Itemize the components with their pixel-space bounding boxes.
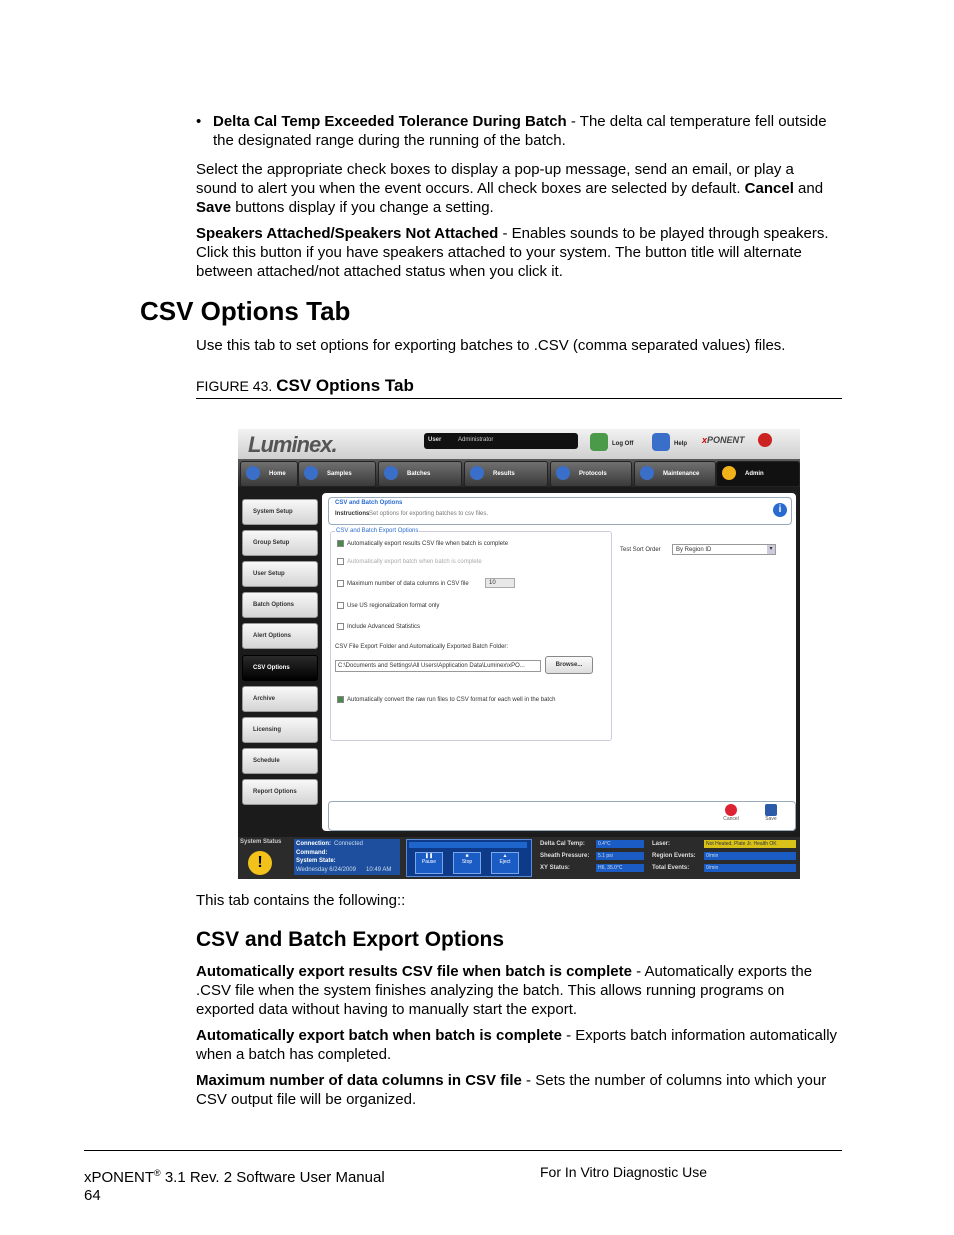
export-folder-input[interactable]: C:\Documents and Settings\All Users\Application Data\Luminex\xPO... bbox=[335, 660, 541, 672]
checkbox-icon bbox=[337, 540, 344, 547]
samples-icon bbox=[304, 466, 318, 480]
nav-report-options[interactable] bbox=[242, 779, 318, 805]
main-tabs bbox=[238, 459, 800, 487]
max-columns-term: Maximum number of data columns in CSV file bbox=[196, 1072, 522, 1089]
nav-group-setup[interactable] bbox=[242, 530, 318, 556]
tab-maintenance-label: Maintenance bbox=[663, 471, 700, 477]
pause-label: Pause bbox=[421, 859, 437, 865]
instructions-label: Instructions bbox=[335, 511, 370, 517]
sort-order-value: By Region ID bbox=[676, 547, 712, 553]
status-time: 10:49 AM bbox=[366, 867, 392, 873]
nav-label: System Setup bbox=[253, 509, 293, 515]
tab-admin-label: Admin bbox=[745, 471, 764, 477]
browse-button[interactable]: Browse... bbox=[545, 656, 593, 674]
folder-label: CSV File Export Folder and Automatically Exported Batch Folder: bbox=[335, 644, 509, 650]
connection-panel bbox=[294, 839, 400, 875]
save-label: Save bbox=[765, 816, 777, 822]
status-date: Wednesday 6/24/2009 bbox=[296, 867, 356, 873]
alert-paragraph bbox=[196, 160, 836, 217]
save-icon bbox=[765, 804, 777, 816]
system-status-label: System Status bbox=[240, 839, 282, 845]
delta-cal-value: 0.4°C bbox=[596, 840, 644, 848]
export-options-group bbox=[330, 528, 612, 741]
run-controls bbox=[406, 839, 532, 877]
stop-icon: ■ bbox=[465, 853, 469, 859]
logoff-icon[interactable] bbox=[590, 433, 608, 451]
auto-export-batch-checkbox[interactable] bbox=[337, 558, 482, 565]
advanced-stats-checkbox[interactable] bbox=[337, 623, 420, 630]
nav-alert-options[interactable] bbox=[242, 623, 318, 649]
footer-manual-title: 3.1 Rev. 2 Software User Manual bbox=[160, 1169, 385, 1186]
chevron-down-icon: ▾ bbox=[767, 545, 775, 554]
nav-batch-options[interactable] bbox=[242, 592, 318, 618]
csv-options-panel bbox=[320, 491, 798, 833]
connection-key: Connection: bbox=[296, 841, 331, 847]
panel-footer bbox=[328, 801, 796, 831]
eject-icon: ▲ bbox=[502, 853, 508, 859]
admin-sidenav bbox=[242, 491, 318, 811]
maintenance-icon bbox=[640, 466, 654, 480]
page-number: 64 bbox=[84, 1187, 101, 1204]
auto-export-batch-term: Automatically export batch when batch is complete bbox=[196, 1027, 562, 1044]
nav-label: Licensing bbox=[253, 727, 282, 733]
pause-button[interactable] bbox=[415, 852, 443, 874]
max-columns-input[interactable]: 10 bbox=[485, 578, 515, 588]
protocols-icon bbox=[556, 466, 570, 480]
group-title: CSV and Batch Export Options bbox=[336, 528, 419, 534]
sort-order-label: Test Sort Order bbox=[620, 547, 661, 553]
auto-export-results-paragraph bbox=[196, 962, 840, 1019]
nav-label: Batch Options bbox=[253, 602, 295, 608]
nav-label: Report Options bbox=[253, 789, 297, 795]
xy-value: H6, 35.0°C bbox=[596, 864, 644, 872]
results-icon bbox=[470, 466, 484, 480]
speakers-term: Speakers Attached/Speakers Not Attached bbox=[196, 225, 499, 242]
bullet-marker: • bbox=[196, 113, 202, 130]
xponent-logo-x: x bbox=[702, 435, 708, 445]
max-columns-paragraph bbox=[196, 1071, 840, 1109]
auto-export-results-desc: - Automatically exports the .CSV file when the system finishes analyzing the batch. This allows running programs on exported data without having to manually start the export. bbox=[196, 963, 813, 1018]
tab-batches[interactable] bbox=[378, 461, 462, 487]
panel-header bbox=[328, 497, 792, 525]
subsection-title: CSV and Batch Export Options bbox=[196, 928, 505, 951]
auto-export-batch-paragraph bbox=[196, 1026, 840, 1064]
nav-label: User Setup bbox=[253, 571, 285, 577]
figure-caption bbox=[196, 376, 842, 399]
help-icon[interactable] bbox=[652, 433, 670, 451]
section-desc: Use this tab to set options for exporting batches to .CSV (comma separated values) files. bbox=[196, 337, 786, 354]
after-figure-text: This tab contains the following:: bbox=[196, 892, 406, 909]
checkbox-label: Use US regionalization format only bbox=[347, 603, 440, 610]
figure-number: FIGURE 43. bbox=[196, 378, 273, 394]
nav-label: Schedule bbox=[253, 758, 280, 764]
auto-export-batch-desc: - Exports batch information automatically when a batch has completed. bbox=[196, 1027, 838, 1063]
checkbox-icon bbox=[337, 696, 344, 703]
nav-archive[interactable] bbox=[242, 686, 318, 712]
footer-divider bbox=[84, 1150, 842, 1151]
stop-label: Stop bbox=[461, 859, 473, 865]
convert-raw-checkbox[interactable] bbox=[337, 696, 555, 703]
eject-label: Eject bbox=[499, 859, 511, 865]
tab-admin[interactable] bbox=[716, 461, 800, 487]
xy-label: XY Status: bbox=[540, 865, 570, 871]
footer-manual bbox=[84, 1164, 385, 1205]
checkbox-icon bbox=[337, 602, 344, 609]
app-topbar bbox=[238, 429, 800, 459]
auto-export-results-term: Automatically export results CSV file when batch is complete bbox=[196, 963, 632, 980]
figure-title: CSV Options Tab bbox=[276, 376, 414, 395]
connection-value: Connected bbox=[334, 841, 364, 847]
laser-label: Laser: bbox=[652, 841, 671, 847]
delta-cal-label: Delta Cal Temp: bbox=[540, 841, 585, 847]
nav-label: Group Setup bbox=[253, 540, 290, 546]
checkbox-label: Automatically export batch when batch is complete bbox=[347, 559, 482, 566]
bullet-term: Delta Cal Temp Exceeded Tolerance During Batch bbox=[213, 113, 567, 130]
cancel-button[interactable] bbox=[719, 804, 743, 828]
checkbox-label: Maximum number of data columns in CSV file bbox=[347, 581, 469, 588]
user-value: Administrator bbox=[458, 437, 494, 443]
tab-samples[interactable] bbox=[298, 461, 376, 487]
panel-title: CSV and Batch Options bbox=[335, 500, 403, 506]
status-light-icon bbox=[758, 433, 772, 447]
logoff-label[interactable]: Log Off bbox=[612, 441, 634, 447]
pause-icon: ❚❚ bbox=[424, 853, 434, 859]
help-label[interactable]: Help bbox=[674, 441, 688, 447]
xponent-logo-rest: PONENT bbox=[707, 435, 745, 445]
batches-icon bbox=[384, 466, 398, 480]
checkbox-label: Include Advanced Statistics bbox=[347, 624, 421, 631]
stop-button[interactable] bbox=[453, 852, 481, 874]
nav-label: CSV Options bbox=[253, 665, 290, 671]
alert-text-e: buttons display if you change a setting. bbox=[231, 199, 494, 216]
nav-label: Alert Options bbox=[253, 633, 292, 639]
tab-home-label: Home bbox=[269, 471, 286, 477]
xponent-logo bbox=[702, 435, 745, 445]
nav-csv-options[interactable] bbox=[242, 655, 318, 681]
sheath-value: 5.1 psi bbox=[596, 852, 644, 860]
tab-samples-label: Samples bbox=[327, 471, 352, 477]
luminex-logo: Luminex. bbox=[248, 432, 337, 457]
region-events-label: Region Events: bbox=[652, 853, 696, 859]
checkbox-icon bbox=[337, 623, 344, 630]
bullet-desc: - The delta cal temperature fell outside the designated range during the running of the batch. bbox=[213, 113, 827, 149]
cancel-label: Cancel bbox=[723, 816, 739, 822]
auto-export-results-checkbox[interactable] bbox=[337, 540, 508, 547]
home-icon bbox=[246, 466, 260, 480]
footer-product: xPONENT bbox=[84, 1169, 155, 1186]
tab-results[interactable] bbox=[464, 461, 548, 487]
alert-text-a: Select the appropriate check boxes to display a pop-up message, send an email, or play a sound to alert you when the event occurs. All check boxes are selected by default. bbox=[196, 161, 794, 197]
us-format-checkbox[interactable] bbox=[337, 602, 439, 609]
cancel-icon bbox=[725, 804, 737, 816]
nav-system-setup[interactable] bbox=[242, 499, 318, 525]
checkbox-icon bbox=[337, 558, 344, 565]
total-events-label: Total Events: bbox=[652, 865, 690, 871]
system-state-key: System State: bbox=[296, 858, 336, 864]
tab-home[interactable] bbox=[240, 461, 298, 487]
section-title: CSV Options Tab bbox=[140, 296, 351, 326]
sort-order-select[interactable] bbox=[672, 544, 776, 555]
progress-bar bbox=[409, 842, 527, 848]
nav-licensing[interactable] bbox=[242, 717, 318, 743]
save-button[interactable] bbox=[759, 804, 783, 828]
cancel-term: Cancel bbox=[744, 180, 794, 197]
max-columns-checkbox[interactable] bbox=[337, 580, 469, 587]
laser-value: Not Heated, Plate Jr. Health OK bbox=[704, 840, 796, 848]
tab-batches-label: Batches bbox=[407, 471, 431, 477]
info-icon[interactable]: i bbox=[773, 503, 787, 517]
nav-label: Archive bbox=[253, 696, 276, 702]
user-label: User bbox=[428, 437, 442, 443]
tab-protocols-label: Protocols bbox=[579, 471, 607, 477]
speakers-desc: - Enables sounds to be played through speakers. Click this button if you have speakers attached to your system. The button title will alternate between attached/not attached status when you click it. bbox=[196, 225, 829, 280]
bullet-item bbox=[196, 112, 836, 150]
command-key: Command: bbox=[296, 850, 328, 856]
tab-results-label: Results bbox=[493, 471, 515, 477]
region-events-value: 0/min bbox=[704, 852, 796, 860]
warning-icon[interactable]: ! bbox=[248, 851, 272, 875]
checkbox-label: Automatically export results CSV file when batch is complete bbox=[347, 541, 509, 548]
instructions-text: Set options for exporting batches to csv files. bbox=[369, 511, 489, 517]
checkbox-label: Automatically convert the raw run files to CSV format for each well in the batch bbox=[347, 697, 556, 704]
eject-button[interactable] bbox=[491, 852, 519, 874]
nav-user-setup[interactable] bbox=[242, 561, 318, 587]
footer-ivd: For In Vitro Diagnostic Use bbox=[540, 1164, 708, 1180]
user-box bbox=[424, 433, 578, 449]
status-bar bbox=[238, 837, 800, 879]
tab-maintenance[interactable] bbox=[634, 461, 716, 487]
max-columns-desc: - Sets the number of columns into which your CSV output file will be organized. bbox=[196, 1072, 827, 1108]
nav-schedule[interactable] bbox=[242, 748, 318, 774]
tab-protocols[interactable] bbox=[550, 461, 632, 487]
app-screenshot bbox=[238, 429, 800, 879]
total-events-value: 0/min bbox=[704, 864, 796, 872]
checkbox-icon bbox=[337, 580, 344, 587]
footer-reg-mark: ® bbox=[154, 1168, 161, 1178]
alert-text-c: and bbox=[793, 180, 824, 197]
save-term: Save bbox=[196, 199, 232, 216]
admin-icon bbox=[722, 466, 736, 480]
sheath-label: Sheath Pressure: bbox=[540, 853, 590, 859]
speakers-paragraph bbox=[196, 224, 838, 281]
